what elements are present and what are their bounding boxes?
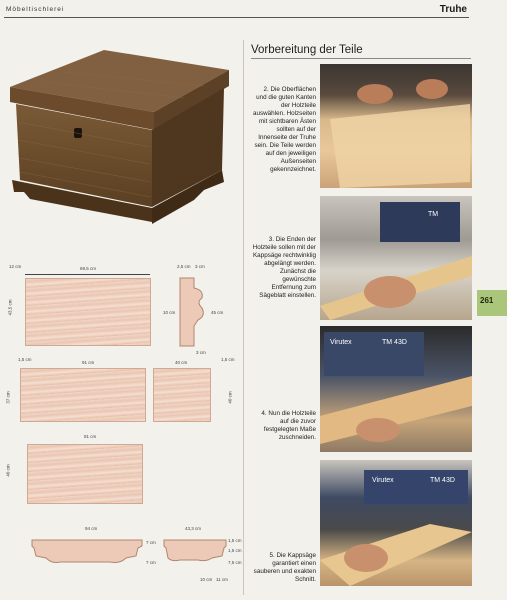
dim-j: 43,3 cm [185,526,202,531]
dim-e: 37 cm [5,391,11,404]
photo-step-5 [320,460,472,586]
page-number: 261 [480,296,494,305]
dim-d: 1,5 cm [221,357,235,362]
dim-profile-4: 45 cm [211,310,224,315]
photo-step-4 [320,326,472,452]
dim-h: 40 cm [5,464,11,477]
photo-step-2 [320,64,472,188]
dim-width-1: 69,5 cm [80,266,97,271]
dim-profile-3: 10 cm [163,310,176,315]
molding-profile [174,276,214,348]
page-title: Truhe [439,4,467,15]
dim-i: 94 cm [85,526,98,531]
photo-step-3 [320,196,472,320]
heading-rule [251,58,471,59]
dim-a: 1,5 cm [18,357,32,362]
dim-profile-1: 2,5 cm [177,264,191,269]
svg-text:TM: TM [428,211,439,218]
dim-height-1: 12 cm [9,264,22,269]
section-heading: Vorbereitung der Teile [251,44,363,56]
dim-line [25,274,150,275]
saw-model-2: TM 43D [430,477,455,484]
step-4-text: 4. Nun die Holzteile auf die zuvor festgelegten Maße zuschneiden. [261,410,316,441]
board-long [20,368,146,422]
dim-f: 40 cm [227,391,233,404]
dim-profile-2: 3 cm [195,264,205,269]
dim-o: 7 cm [146,560,156,565]
step-2-text: 2. Die Oberflächen und die guten Kanten der Holzteile auswählen. Holzseiten mit sichtbaren Ästen sollten auf der Innenseite der Truhe sein. Die Teile werden auf den jeweiligen Außenseiten gekennzeichnet. [252,86,316,173]
dim-p: 10 cm [200,577,213,582]
dim-side-1: 43,5 cm [7,299,13,316]
section-header: Möbeltischlerei [6,6,65,13]
step-3-text: 3. Die Enden der Holzteile sollen mit der Kappsäge rechtwinklig abgelängt werden. Zunächst die gewünschte Entfernung zum Sägeblatt einstellen. [252,236,316,299]
dim-l: 1,5 cm [228,538,242,543]
board-short [153,368,211,422]
page-number-tab [477,290,507,316]
board-bottom [27,444,143,504]
dim-m: 1,5 cm [228,548,242,553]
board-front [25,278,151,346]
saw-model: TM 43D [382,339,407,346]
saw-brand: Virutex [330,339,352,346]
header-rule [4,17,469,18]
dim-n: 7,5 cm [228,560,242,565]
column-divider [243,40,244,595]
dim-k: 7 cm [146,540,156,545]
step-5-text: 5. Die Kappsäge garantiert einen sauberen und exakten Schnitt. [253,552,316,583]
plinth-drawing [30,536,230,574]
chest-illustration [4,42,236,232]
saw-brand-2: Virutex [372,477,394,484]
dim-b: 91 cm [82,360,95,365]
dim-q: 11 cm [216,577,228,582]
dim-g: 81 cm [84,434,97,439]
dim-c: 40 cm [175,360,188,365]
dim-profile-5: 3 cm [196,350,206,355]
